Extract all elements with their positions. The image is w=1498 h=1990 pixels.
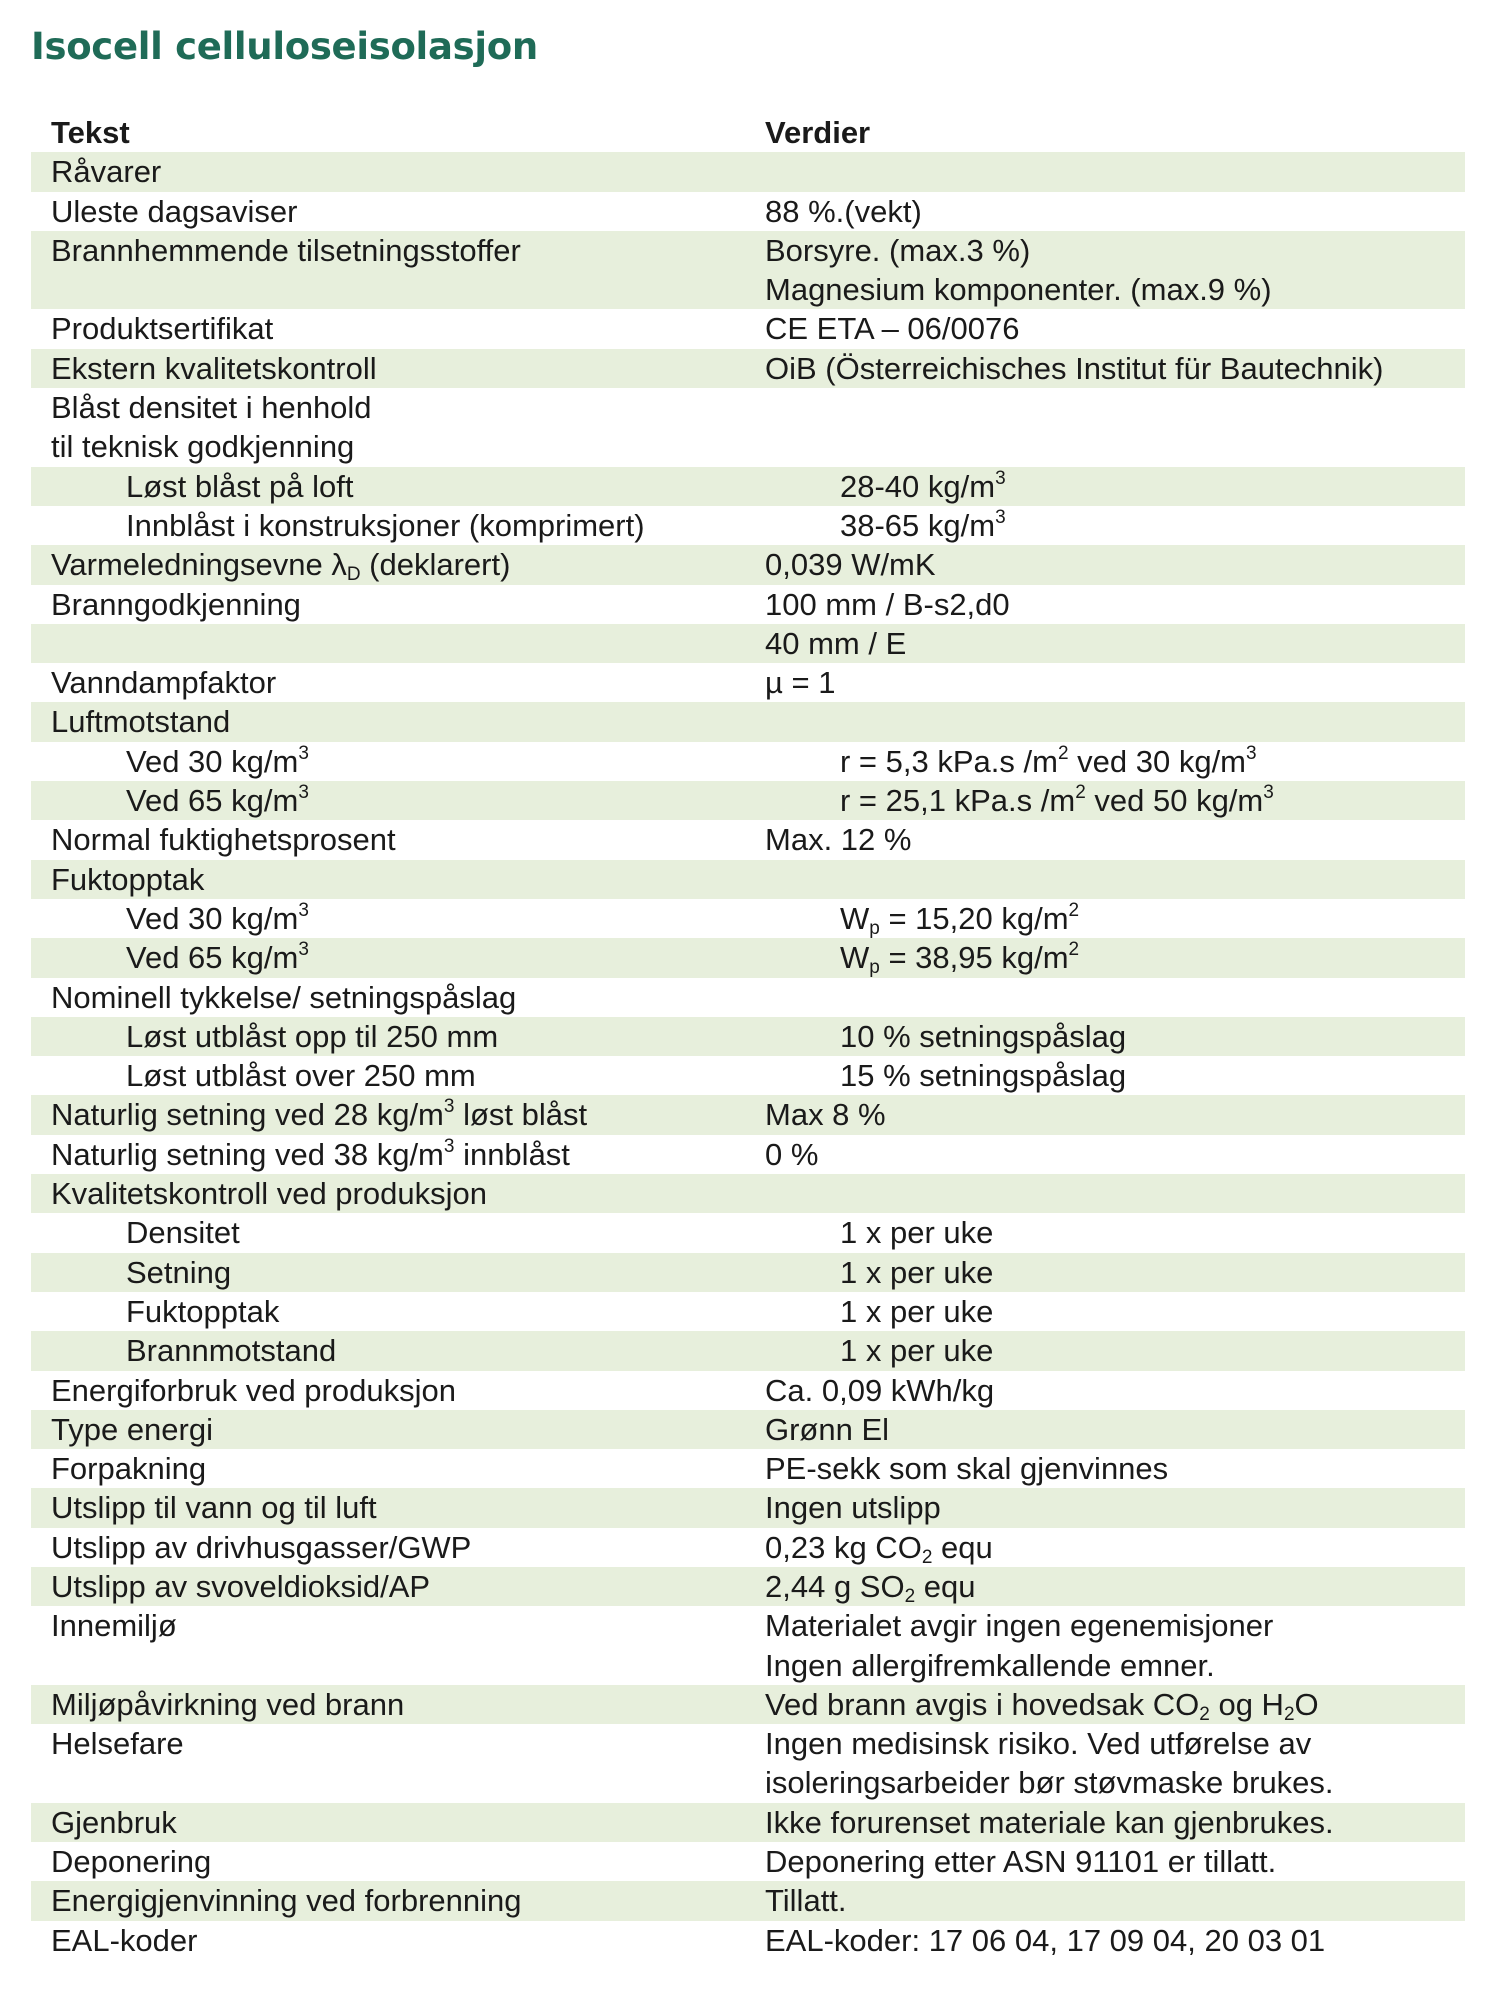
row-value xyxy=(751,1095,1465,1134)
table-row xyxy=(31,1685,1465,1724)
row-value xyxy=(826,899,1465,938)
text-run: Luftmotstand xyxy=(51,704,231,740)
row-label xyxy=(31,1410,751,1449)
row-label xyxy=(31,742,826,781)
subscript: 2 xyxy=(904,1585,916,1607)
row-label xyxy=(31,231,751,270)
row-value xyxy=(826,781,1465,820)
text-run: Deponering xyxy=(51,1844,212,1880)
row-value xyxy=(751,192,1465,231)
row-label xyxy=(31,1881,751,1920)
subscript: 2 xyxy=(1283,1703,1295,1725)
row-value xyxy=(826,467,1465,506)
text-run: 0,23 kg CO xyxy=(765,1529,922,1565)
text-run: Ved brann avgis i hovedsak CO xyxy=(765,1686,1200,1722)
text-run: (deklarert) xyxy=(360,547,511,583)
row-value xyxy=(826,506,1465,545)
text-run: Gjenbruk xyxy=(51,1804,177,1840)
superscript: 2 xyxy=(1057,742,1069,764)
subscript: 2 xyxy=(921,1546,933,1568)
row-label xyxy=(31,624,751,663)
row-value xyxy=(751,1567,1465,1606)
row-label xyxy=(31,152,751,191)
table-row xyxy=(31,309,1465,348)
text-run: 2,44 g SO xyxy=(765,1568,905,1604)
table-row xyxy=(31,702,1465,741)
text-run: OiB (Österreichisches Institut für Bautechnik) xyxy=(765,350,1384,386)
text-run: Ikke forurenset materiale kan gjenbrukes. xyxy=(765,1804,1334,1840)
row-label xyxy=(31,1685,751,1724)
table-row xyxy=(31,1135,1465,1174)
row-value xyxy=(751,1921,1465,1960)
text-run: Utslipp til vann og til luft xyxy=(51,1490,377,1526)
row-value xyxy=(751,231,1465,270)
row-value xyxy=(826,1253,1465,1292)
row-value xyxy=(751,309,1465,348)
row-label xyxy=(31,1371,751,1410)
table-row xyxy=(31,1842,1465,1881)
table-row xyxy=(31,820,1465,859)
row-label xyxy=(31,349,751,388)
row-label xyxy=(31,978,751,1017)
text-run: Densitet xyxy=(126,1215,240,1251)
table-row xyxy=(31,860,1465,899)
text-run: Vanndampfaktor xyxy=(51,665,277,701)
subscript: p xyxy=(869,957,880,979)
row-label xyxy=(31,1449,751,1488)
row-label xyxy=(31,467,826,506)
table-header-row xyxy=(31,113,1465,152)
row-value xyxy=(751,1646,1465,1685)
row-value xyxy=(826,1292,1465,1331)
row-value xyxy=(826,1331,1465,1370)
text-run: 38-65 kg/m xyxy=(840,507,996,543)
row-value xyxy=(751,585,1465,624)
row-value xyxy=(751,1135,1465,1174)
superscript: 3 xyxy=(443,1096,455,1118)
text-run: Magnesium komponenter. (max.9 %) xyxy=(765,272,1272,308)
text-run: Borsyre. (max.3 %) xyxy=(765,232,1031,268)
table-body xyxy=(31,152,1465,1960)
text-run: Ved 65 kg/m xyxy=(126,783,299,819)
text-run: Naturlig setning ved 28 kg/m xyxy=(51,1097,444,1133)
table-row xyxy=(31,938,1465,977)
table-row xyxy=(31,1528,1465,1567)
row-label xyxy=(31,1842,751,1881)
row-label xyxy=(31,1292,826,1331)
row-label xyxy=(31,1174,751,1213)
table-row xyxy=(31,1056,1465,1095)
table-row xyxy=(31,585,1465,624)
row-value xyxy=(751,860,1465,899)
document-title: Isocell celluloseisolasjon xyxy=(31,25,538,68)
text-run: r = 5,3 kPa.s /m xyxy=(840,743,1058,779)
row-value xyxy=(751,388,1465,427)
table-row xyxy=(31,506,1465,545)
text-run: Produktsertifikat xyxy=(51,311,274,347)
superscript: 3 xyxy=(298,899,309,921)
row-label xyxy=(31,702,751,741)
row-value xyxy=(826,742,1465,781)
text-run: Fuktopptak xyxy=(126,1293,280,1329)
row-value xyxy=(751,1410,1465,1449)
text-run: = 38,95 kg/m xyxy=(879,940,1069,976)
row-label xyxy=(31,1606,751,1645)
text-run: Energiforbruk ved produksjon xyxy=(51,1372,456,1408)
text-run: equ xyxy=(915,1568,976,1604)
row-value xyxy=(751,545,1465,584)
table-row xyxy=(31,388,1465,427)
row-label xyxy=(31,1331,826,1370)
row-label xyxy=(31,899,826,938)
row-label xyxy=(31,1056,826,1095)
text-run: 28-40 kg/m xyxy=(840,468,996,504)
text-run: Ca. 0,09 kWh/kg xyxy=(765,1372,995,1408)
subscript: 2 xyxy=(1199,1703,1210,1725)
text-run: Miljøpåvirkning ved brann xyxy=(51,1686,405,1722)
table-row xyxy=(31,192,1465,231)
row-value xyxy=(751,1724,1465,1763)
row-label xyxy=(31,1017,826,1056)
superscript: 2 xyxy=(1075,782,1086,804)
row-value xyxy=(751,702,1465,741)
row-value xyxy=(751,663,1465,702)
text-run: EAL-koder: 17 06 04, 17 09 04, 20 03 01 xyxy=(765,1922,1326,1958)
text-run: Forpakning xyxy=(51,1451,207,1487)
row-label xyxy=(31,1567,751,1606)
text-run: Utslipp av svoveldioksid/AP xyxy=(51,1568,431,1604)
table-row xyxy=(31,1567,1465,1606)
table-row xyxy=(31,1881,1465,1920)
superscript: 3 xyxy=(1246,742,1257,764)
table-row xyxy=(31,1213,1465,1252)
header-value-column: Verdier xyxy=(765,115,871,150)
text-run: 10 % setningspåslag xyxy=(840,1018,1127,1054)
text-run: 0,039 W/mK xyxy=(765,547,936,583)
table-row xyxy=(31,1292,1465,1331)
table-row xyxy=(31,978,1465,1017)
row-value xyxy=(751,349,1465,388)
row-label xyxy=(31,938,826,977)
header-label-column: Tekst xyxy=(51,115,130,150)
text-run: Uleste dagsaviser xyxy=(51,193,298,229)
text-run: Setning xyxy=(126,1254,232,1290)
row-label xyxy=(31,1921,751,1960)
row-label xyxy=(31,545,751,584)
text-run: EAL-koder xyxy=(51,1922,198,1958)
row-value xyxy=(751,1803,1465,1842)
subscript: p xyxy=(869,917,880,939)
text-run: 1 x per uke xyxy=(840,1215,994,1251)
row-value xyxy=(751,1606,1465,1645)
text-run: Blåst densitet i henhold xyxy=(51,390,372,426)
row-label xyxy=(31,388,751,427)
text-run: ved 50 kg/m xyxy=(1085,783,1264,819)
text-run: Løst blåst på loft xyxy=(126,468,354,504)
table-row xyxy=(31,1017,1465,1056)
table-row xyxy=(31,624,1465,663)
row-value xyxy=(751,1174,1465,1213)
text-run: Råvarer xyxy=(51,154,162,190)
row-label xyxy=(31,1528,751,1567)
text-run: Utslipp av drivhusgasser/GWP xyxy=(51,1529,472,1565)
table-row xyxy=(31,1174,1465,1213)
table-row xyxy=(31,1410,1465,1449)
superscript: 3 xyxy=(995,467,1006,489)
table-row xyxy=(31,1488,1465,1527)
table-row xyxy=(31,467,1465,506)
text-run: til teknisk godkjenning xyxy=(51,429,355,465)
text-run: 1 x per uke xyxy=(840,1333,994,1369)
row-label xyxy=(31,1724,751,1763)
row-label xyxy=(31,1803,751,1842)
row-value xyxy=(751,1763,1465,1802)
text-run: Ekstern kvalitetskontroll xyxy=(51,350,377,386)
row-value xyxy=(751,1881,1465,1920)
row-value xyxy=(751,1842,1465,1881)
text-run: Tillatt. xyxy=(765,1883,847,1919)
row-value xyxy=(751,1685,1465,1724)
text-run: Branngodkjenning xyxy=(51,586,301,622)
row-label xyxy=(31,309,751,348)
row-label xyxy=(31,860,751,899)
text-run: Max. 12 % xyxy=(765,822,912,858)
text-run: Ingen utslipp xyxy=(765,1490,941,1526)
row-label xyxy=(31,1135,751,1174)
row-label xyxy=(31,585,751,624)
text-run: 1 x per uke xyxy=(840,1293,994,1329)
text-run: Type energi xyxy=(51,1411,213,1447)
row-label xyxy=(31,1253,826,1292)
row-label xyxy=(31,427,751,466)
text-run: 15 % setningspåslag xyxy=(840,1058,1127,1094)
row-label xyxy=(31,820,751,859)
text-run: Fuktopptak xyxy=(51,861,205,897)
text-run: 0 % xyxy=(765,1136,819,1172)
text-run: r = 25,1 kPa.s /m xyxy=(840,783,1076,819)
text-run: ved 30 kg/m xyxy=(1068,743,1247,779)
row-value xyxy=(826,1017,1465,1056)
table-row xyxy=(31,427,1465,466)
text-run: Ved 30 kg/m xyxy=(126,900,299,936)
text-run: Innblåst i konstruksjoner (komprimert) xyxy=(126,507,645,543)
text-run: og H xyxy=(1209,1686,1284,1722)
text-run: Innemiljø xyxy=(51,1608,177,1644)
table-row xyxy=(31,1331,1465,1370)
text-run: O xyxy=(1294,1686,1319,1722)
subscript: D xyxy=(346,564,361,586)
text-run: equ xyxy=(932,1529,993,1565)
text-run: Ved 65 kg/m xyxy=(126,940,299,976)
table-row xyxy=(31,1921,1465,1960)
text-run: 40 mm / E xyxy=(765,625,907,661)
row-label xyxy=(31,781,826,820)
text-run: = 15,20 kg/m xyxy=(879,900,1069,936)
text-run: Kvalitetskontroll ved produksjon xyxy=(51,1176,487,1212)
row-label xyxy=(31,192,751,231)
superscript: 3 xyxy=(298,742,309,764)
text-run: Varmeledningsevne λ xyxy=(51,547,347,583)
row-label xyxy=(31,1763,751,1802)
text-run: Normal fuktighetsprosent xyxy=(51,822,396,858)
text-run: Brannmotstand xyxy=(126,1333,337,1369)
text-run: Max 8 % xyxy=(765,1097,886,1133)
row-value xyxy=(751,624,1465,663)
text-run: CE ETA – 06/0076 xyxy=(765,311,1020,347)
text-run: Nominell tykkelse/ setningspåslag xyxy=(51,979,517,1015)
row-value xyxy=(751,1371,1465,1410)
text-run: W xyxy=(840,900,870,936)
text-run: Grønn El xyxy=(765,1411,890,1447)
text-run: 88 %.(vekt) xyxy=(765,193,922,229)
superscript: 2 xyxy=(1068,939,1080,961)
text-run: 1 x per uke xyxy=(840,1254,994,1290)
text-run: Ved 30 kg/m xyxy=(126,743,299,779)
table-row xyxy=(31,1371,1465,1410)
row-value xyxy=(751,820,1465,859)
text-run: Naturlig setning ved 38 kg/m xyxy=(51,1136,444,1172)
row-value xyxy=(826,938,1465,977)
row-value xyxy=(826,1213,1465,1252)
superscript: 3 xyxy=(443,1135,455,1157)
table-row xyxy=(31,545,1465,584)
table-row xyxy=(31,231,1465,270)
table-row xyxy=(31,1095,1465,1134)
row-value xyxy=(751,152,1465,191)
text-run: Helsefare xyxy=(51,1726,184,1762)
superscript: 3 xyxy=(1263,782,1274,804)
table-row xyxy=(31,1724,1465,1763)
superscript: 3 xyxy=(298,939,309,961)
properties-table xyxy=(31,113,1465,1960)
table-row xyxy=(31,1253,1465,1292)
table-row xyxy=(31,349,1465,388)
text-run: løst blåst xyxy=(454,1097,588,1133)
row-label xyxy=(31,1488,751,1527)
row-label xyxy=(31,506,826,545)
text-run: Ingen allergifremkallende emner. xyxy=(765,1647,1215,1683)
row-label xyxy=(31,1095,751,1134)
table-row xyxy=(31,781,1465,820)
text-run: PE-sekk som skal gjenvinnes xyxy=(765,1451,1169,1487)
table-row xyxy=(31,1646,1465,1685)
text-run: Materialet avgir ingen egenemisjoner xyxy=(765,1608,1274,1644)
row-value xyxy=(751,1449,1465,1488)
superscript: 2 xyxy=(1068,899,1080,921)
row-value xyxy=(751,270,1465,309)
row-label xyxy=(31,1213,826,1252)
row-value xyxy=(751,1528,1465,1567)
text-run: Energigjenvinning ved forbrenning xyxy=(51,1883,522,1919)
table-row xyxy=(31,270,1465,309)
text-run: Løst utblåst opp til 250 mm xyxy=(126,1018,499,1054)
row-label xyxy=(31,270,751,309)
table-row xyxy=(31,742,1465,781)
text-run: Brannhemmende tilsetningsstoffer xyxy=(51,232,521,268)
table-row xyxy=(31,152,1465,191)
table-row xyxy=(31,1449,1465,1488)
text-run: isoleringsarbeider bør støvmaske brukes. xyxy=(765,1765,1334,1801)
row-label xyxy=(31,1646,751,1685)
row-label xyxy=(31,663,751,702)
table-row xyxy=(31,1803,1465,1842)
superscript: 3 xyxy=(995,506,1006,528)
text-run: µ = 1 xyxy=(765,665,836,701)
text-run: innblåst xyxy=(454,1136,570,1172)
row-value xyxy=(826,1056,1465,1095)
text-run: 100 mm / B-s2,d0 xyxy=(765,586,1010,622)
text-run: Deponering etter ASN 91101 er tillatt. xyxy=(765,1844,1277,1880)
table-row xyxy=(31,663,1465,702)
text-run: W xyxy=(840,940,870,976)
text-run: Løst utblåst over 250 mm xyxy=(126,1058,476,1094)
text-run: Ingen medisinsk risiko. Ved utførelse av xyxy=(765,1726,1312,1762)
table-row xyxy=(31,899,1465,938)
row-value xyxy=(751,1488,1465,1527)
superscript: 3 xyxy=(298,782,309,804)
row-value xyxy=(751,978,1465,1017)
table-row xyxy=(31,1763,1465,1802)
row-value xyxy=(751,427,1465,466)
table-row xyxy=(31,1606,1465,1645)
